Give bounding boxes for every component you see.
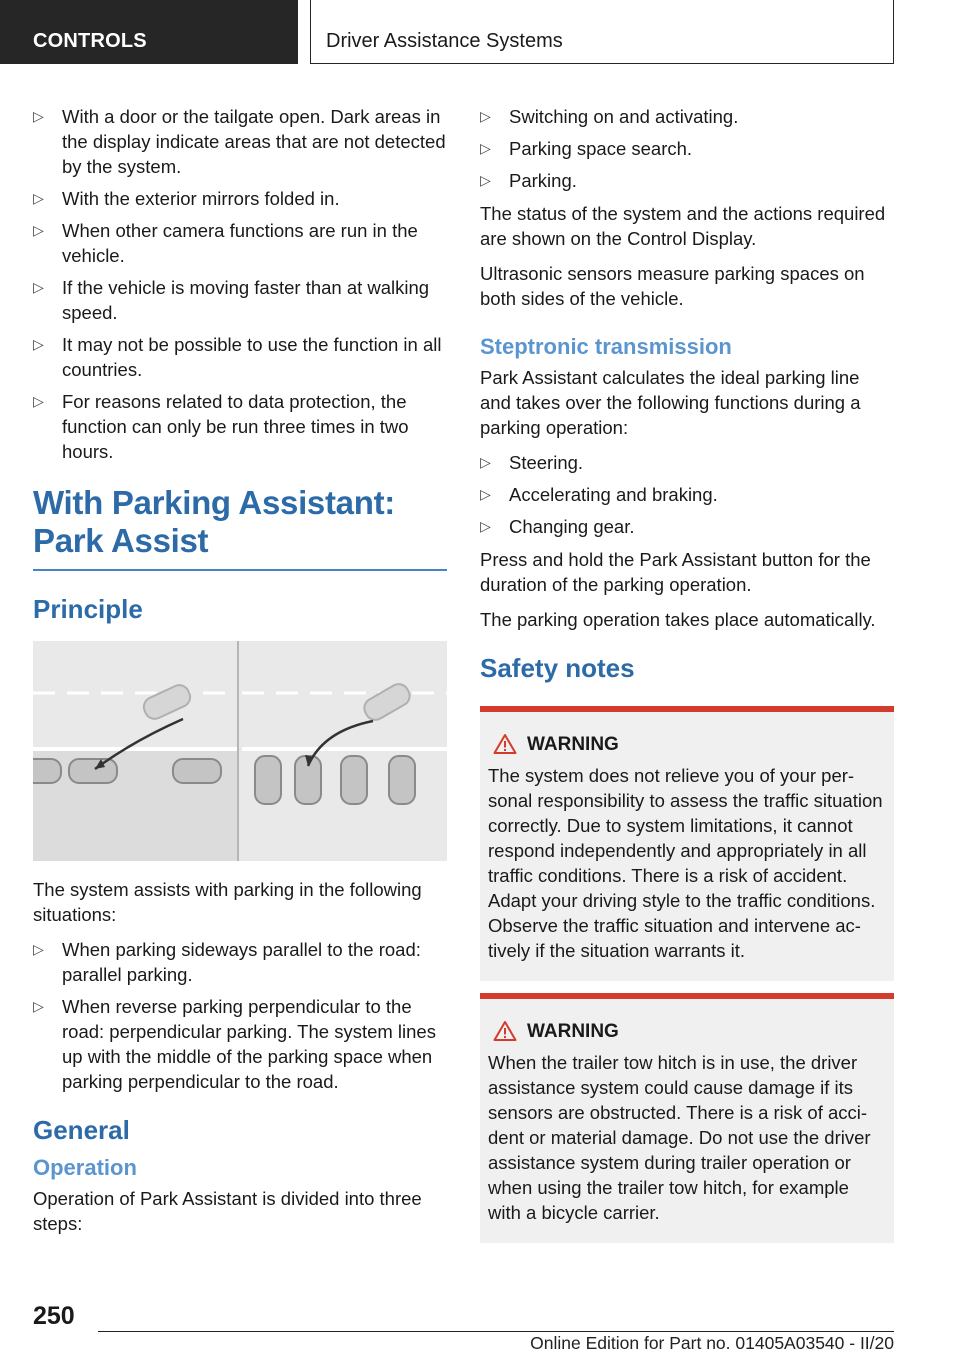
warning-triangle-icon	[493, 733, 517, 755]
header-chapter-label: Driver Assistance Systems	[326, 30, 563, 52]
list-item: ▷ For reasons related to data protection, the function can only be run three times in two hours.	[33, 391, 409, 462]
warning-box	[480, 706, 894, 981]
auto-text: The parking operation takes place automatically.	[480, 609, 876, 630]
list-item: ▷ Parking space search.	[480, 138, 693, 159]
functions-list	[480, 450, 894, 539]
steps-list	[480, 104, 894, 193]
triangle-bullet-icon: ▷	[33, 393, 44, 409]
triangle-bullet-icon: ▷	[33, 190, 44, 206]
heading-rule	[33, 569, 447, 571]
warning-text: The system does not relieve you of your personal responsibility to assess the traffic situation correctly. Due to system limitations, it cannot respond independently and appropriately in all traffic conditions. There is a risk of accident. Adapt your driving style to the traffic conditions. Observe the traffic situation and intervene actively if the situation warrants it.	[488, 765, 883, 961]
triangle-bullet-icon: ▷	[480, 108, 491, 124]
warning-box	[480, 993, 894, 1243]
parking-illustration	[33, 641, 447, 861]
heading-principle: Principle	[33, 594, 143, 624]
triangle-bullet-icon: ▷	[480, 140, 491, 156]
list-item: ▷ Changing gear.	[480, 516, 635, 537]
footer-rule	[98, 1331, 894, 1332]
warning-triangle-icon	[493, 1020, 517, 1042]
list-item: ▷ Steering.	[480, 452, 584, 473]
section-heading-park-assist: With Parking Assistant: Park Assist	[33, 484, 395, 559]
list-item: ▷ If the vehicle is moving faster than at walking speed.	[33, 277, 430, 323]
header-section-label: CONTROLS	[33, 30, 147, 52]
triangle-bullet-icon: ▷	[33, 279, 44, 295]
triangle-bullet-icon: ▷	[480, 486, 491, 502]
limitations-list	[33, 104, 447, 464]
header-chapter-tab	[310, 0, 894, 64]
press-text: Press and hold the Park Assistant button for the duration of the parking operation.	[480, 549, 871, 595]
operation-text: Operation of Park Assistant is divided into three steps:	[33, 1188, 422, 1234]
header-section-tab	[0, 0, 298, 64]
triangle-bullet-icon: ▷	[33, 336, 44, 352]
triangle-bullet-icon: ▷	[480, 454, 491, 470]
steptronic-text: Park Assistant calculates the ideal parking line and takes over the following functions during a parking operation:	[480, 367, 861, 438]
status-text: The status of the system and the actions required are shown on the Control Display.	[480, 203, 886, 249]
ultrasonic-text: Ultrasonic sensors measure parking spaces on both sides of the vehicle.	[480, 263, 865, 309]
warning-text: When the trailer tow hitch is in use, the driver assistance system could cause damage if its sensors are obstructed. There is a risk of accident or material damage. Do not use the driver assistance system during trailer operation or when using the trailer tow hitch, for example with a bicycle carrier.	[488, 1052, 871, 1223]
left-column	[33, 104, 447, 1246]
principle-text: The system assists with parking in the following situations:	[33, 879, 422, 925]
list-item: ▷ Switching on and activating.	[480, 106, 739, 127]
list-item: ▷ When reverse parking perpendicular to the road: perpendicular parking. The system lines up with the middle of the parking space when parking perpendicular to the road.	[33, 996, 436, 1092]
list-item: ▷ With a door or the tailgate open. Dark areas in the display indicate areas that are not detected by the system.	[33, 106, 446, 177]
list-item: ▷ It may not be possible to use the function in all countries.	[33, 334, 442, 380]
triangle-bullet-icon: ▷	[480, 518, 491, 534]
footer-edition: Online Edition for Part no. 01405A03540 - II/20	[530, 1333, 894, 1353]
triangle-bullet-icon: ▷	[33, 998, 44, 1014]
list-item: ▷ When parking sideways parallel to the road: parallel parking.	[33, 939, 421, 985]
triangle-bullet-icon: ▷	[33, 222, 44, 238]
heading-operation: Operation	[33, 1155, 137, 1180]
right-column	[480, 104, 894, 1255]
page-number: 250	[33, 1302, 75, 1330]
triangle-bullet-icon: ▷	[33, 108, 44, 124]
warning-title: WARNING	[488, 732, 886, 757]
parking-illustration-graphic	[33, 641, 447, 861]
triangle-bullet-icon: ▷	[33, 941, 44, 957]
list-item: ▷ With the exterior mirrors folded in.	[33, 188, 340, 209]
list-item: ▷ Accelerating and braking.	[480, 484, 718, 505]
list-item: ▷ When other camera functions are run in the vehicle.	[33, 220, 418, 266]
triangle-bullet-icon: ▷	[480, 172, 491, 188]
warning-title: WARNING	[488, 1019, 886, 1044]
heading-safety-notes: Safety notes	[480, 653, 635, 683]
heading-general: General	[33, 1115, 130, 1145]
list-item: ▷ Parking.	[480, 170, 577, 191]
heading-steptronic: Steptronic transmission	[480, 334, 732, 359]
principle-list	[33, 937, 447, 1094]
